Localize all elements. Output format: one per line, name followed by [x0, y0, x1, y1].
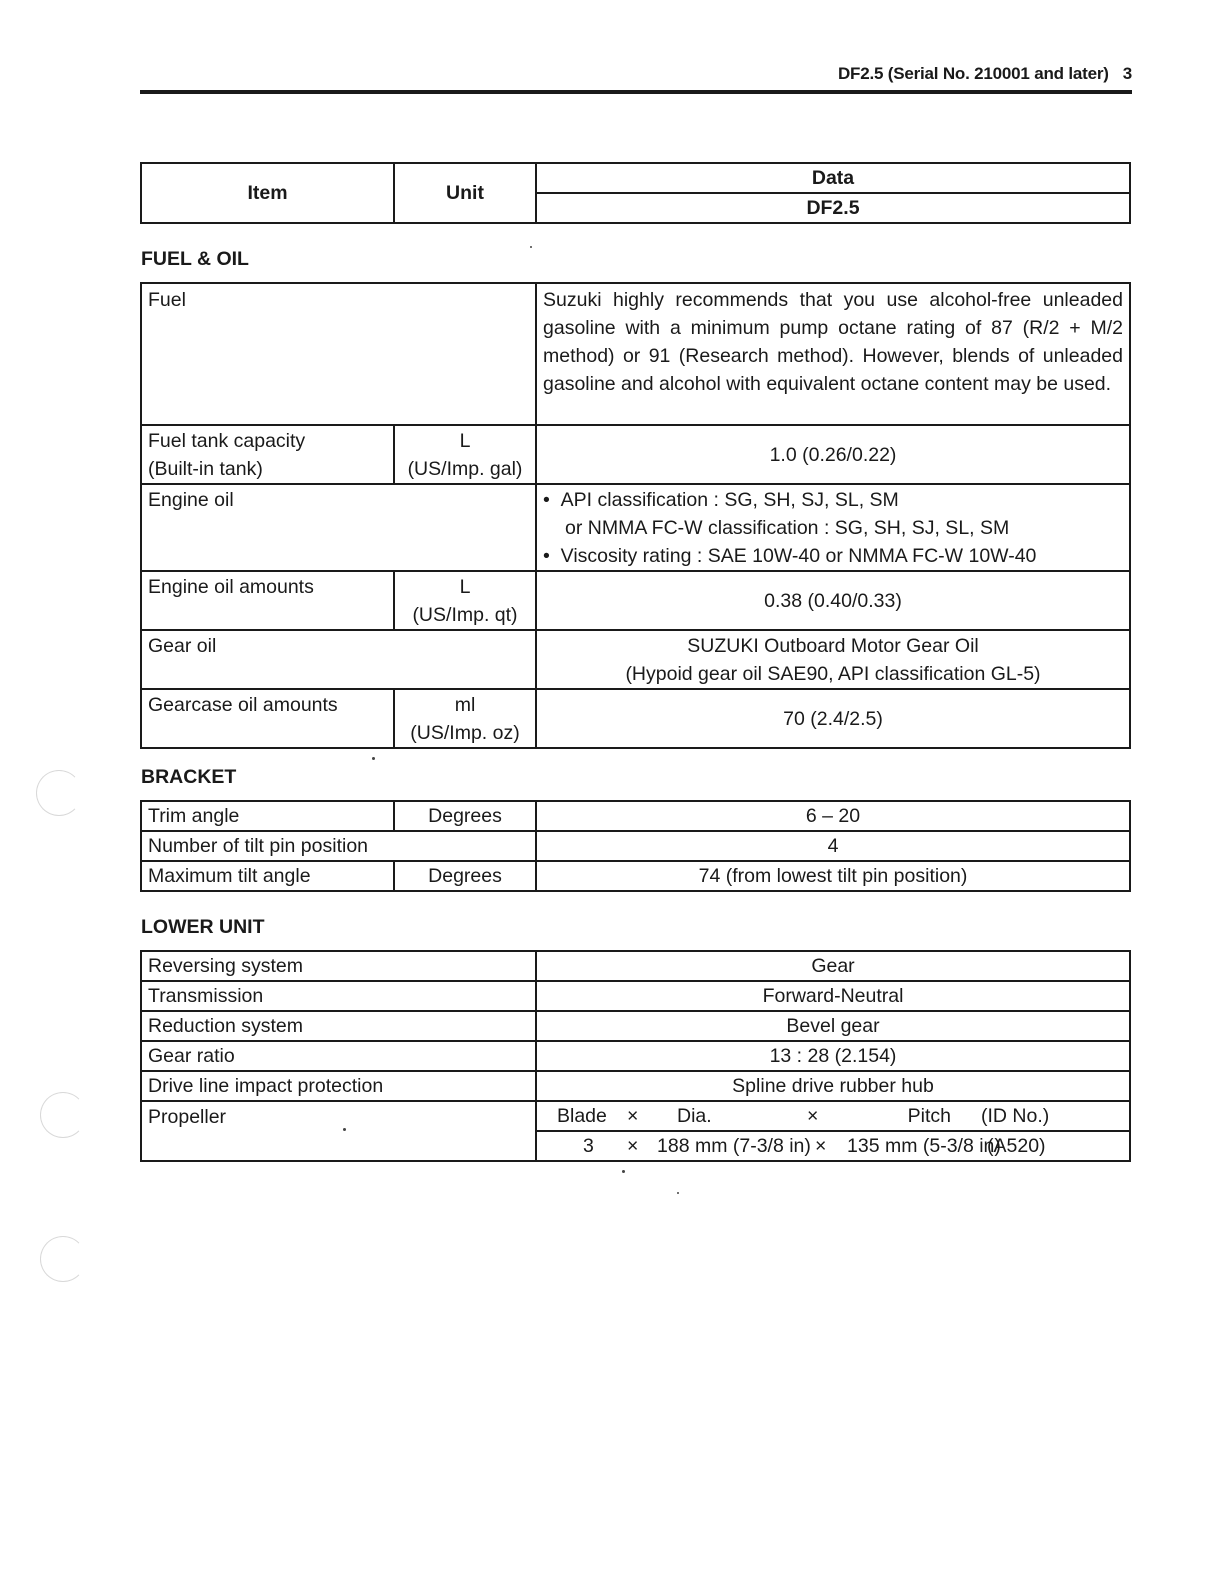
header-unit: Unit	[394, 163, 536, 223]
trim-item: Trim angle	[141, 801, 394, 831]
scan-speck	[530, 246, 532, 248]
gearcase-unit-line2: (US/Imp. oz)	[410, 722, 520, 744]
header-title: DF2.5 (Serial No. 210001 and later)	[837, 64, 1109, 83]
propeller-values	[536, 1131, 1130, 1161]
prop-h-x2: ×	[807, 1105, 819, 1127]
transmission-data: Forward-Neutral	[536, 981, 1130, 1011]
fuel-data: Suzuki highly recommends that you use alcohol-free unleaded gasoline with a minimum pump octane rating of 87 (R/2 + M/2 method) or 91 (Research method). However, blends of unleaded gasoline and alcohol with equivalent octane content may be used.	[536, 283, 1130, 425]
oil-unit-line2: (US/Imp. qt)	[412, 604, 518, 626]
prop-v-id: (A520)	[987, 1135, 1046, 1157]
gear-oil-data	[536, 630, 1130, 689]
table-row	[141, 283, 1130, 425]
trim-data: 6 – 20	[536, 801, 1130, 831]
gearcase-unit	[394, 689, 536, 748]
prop-v-dia: 188 mm (7-3/8 in)	[657, 1135, 811, 1157]
gear-oil-line1: SUZUKI Outboard Motor Gear Oil	[687, 635, 979, 657]
engine-oil-line1: • API classification : SG, SH, SJ, SL, SM	[543, 489, 899, 511]
oil-amounts-data: 0.38 (0.40/0.33)	[536, 571, 1130, 630]
page-number: 3	[1122, 64, 1132, 83]
fuel-item: Fuel	[141, 283, 536, 425]
table-row	[141, 801, 1130, 831]
tilt-pin-data: 4	[536, 831, 1130, 861]
engine-oil-line3-text: Viscosity rating : SAE 10W-40 or NMMA FC-W 10W-40	[560, 545, 1037, 567]
page-header	[140, 60, 1132, 94]
gearcase-item: Gearcase oil amounts	[141, 689, 394, 748]
lower-unit-table	[140, 950, 1131, 1162]
table-row	[141, 689, 1130, 748]
header-item: Item	[141, 163, 394, 223]
section-bracket: BRACKET	[141, 766, 237, 788]
header-model: DF2.5	[536, 193, 1130, 223]
reduction-data: Bevel gear	[536, 1011, 1130, 1041]
engine-oil-line2: or NMMA FC-W classification : SG, SH, SJ, SL, SM	[565, 517, 1010, 539]
table-row	[141, 1011, 1130, 1041]
scan-speck	[343, 1128, 346, 1131]
oil-unit-line1: L	[459, 576, 471, 598]
table-row	[141, 425, 1130, 484]
tank-unit-line1: L	[459, 430, 471, 452]
punch-hole-mark	[40, 1236, 86, 1282]
table-row	[141, 861, 1130, 891]
punch-hole-mark	[40, 1092, 86, 1138]
table-row	[141, 630, 1130, 689]
column-header-table	[140, 162, 1131, 224]
table-row	[141, 951, 1130, 981]
scan-speck	[622, 1170, 625, 1173]
engine-oil-line3: • Viscosity rating : SAE 10W-40 or NMMA FC-W 10W-40	[543, 545, 1037, 567]
header-data: Data	[536, 163, 1130, 193]
table-row	[141, 1071, 1130, 1101]
prop-v-x1: ×	[627, 1135, 639, 1157]
gear-ratio-item: Gear ratio	[141, 1041, 536, 1071]
gearcase-data: 70 (2.4/2.5)	[536, 689, 1130, 748]
driveline-data: Spline drive rubber hub	[536, 1071, 1130, 1101]
tank-item	[141, 425, 394, 484]
gear-oil-item: Gear oil	[141, 630, 536, 689]
max-tilt-data: 74 (from lowest tilt pin position)	[536, 861, 1130, 891]
prop-h-dia: Dia.	[677, 1105, 712, 1127]
table-row	[141, 571, 1130, 630]
propeller-values-grid	[557, 1132, 1129, 1160]
fuel-oil-table	[140, 282, 1131, 749]
propeller-header-grid	[557, 1102, 1129, 1130]
tank-unit	[394, 425, 536, 484]
prop-h-blade: Blade	[557, 1105, 607, 1127]
prop-v-blade: 3	[583, 1135, 594, 1157]
table-row	[141, 1041, 1130, 1071]
tank-data: 1.0 (0.26/0.22)	[536, 425, 1130, 484]
section-fuel-oil: FUEL & OIL	[141, 248, 249, 270]
section-lower-unit: LOWER UNIT	[141, 916, 265, 938]
propeller-header	[536, 1101, 1130, 1131]
header-text	[838, 64, 1132, 84]
table-row	[141, 1101, 1130, 1131]
gear-oil-line2: (Hypoid gear oil SAE90, API classification GL-5)	[625, 663, 1041, 685]
oil-amounts-unit	[394, 571, 536, 630]
prop-h-id: (ID No.)	[981, 1105, 1050, 1127]
transmission-item: Transmission	[141, 981, 536, 1011]
tank-unit-line2: (US/Imp. gal)	[407, 458, 523, 480]
scan-speck	[372, 757, 375, 760]
driveline-item: Drive line impact protection	[141, 1071, 536, 1101]
engine-oil-item: Engine oil	[141, 484, 536, 571]
propeller-item: Propeller	[141, 1101, 536, 1161]
tank-item-line1: Fuel tank capacity	[148, 430, 306, 452]
bracket-table	[140, 800, 1131, 892]
tilt-pin-item: Number of tilt pin position	[141, 831, 536, 861]
table-row	[141, 484, 1130, 571]
prop-h-pitch: Pitch	[907, 1105, 951, 1127]
scan-speck	[677, 1192, 679, 1194]
max-tilt-item: Maximum tilt angle	[141, 861, 394, 891]
oil-amounts-item: Engine oil amounts	[141, 571, 394, 630]
punch-hole-mark	[36, 770, 82, 816]
tank-item-line2: (Built-in tank)	[148, 458, 263, 480]
prop-h-x1: ×	[627, 1105, 639, 1127]
gear-ratio-data: 13 : 28 (2.154)	[536, 1041, 1130, 1071]
table-row	[141, 981, 1130, 1011]
table-row	[141, 831, 1130, 861]
engine-oil-data	[536, 484, 1130, 571]
reversing-item: Reversing system	[141, 951, 536, 981]
engine-oil-line1-text: API classification : SG, SH, SJ, SL, SM	[560, 489, 899, 511]
trim-unit: Degrees	[394, 801, 536, 831]
reduction-item: Reduction system	[141, 1011, 536, 1041]
gearcase-unit-line1: ml	[454, 694, 476, 716]
prop-v-x2: ×	[815, 1135, 827, 1157]
reversing-data: Gear	[536, 951, 1130, 981]
max-tilt-unit: Degrees	[394, 861, 536, 891]
prop-v-pitch: 135 mm (5-3/8 in)	[847, 1135, 1001, 1157]
